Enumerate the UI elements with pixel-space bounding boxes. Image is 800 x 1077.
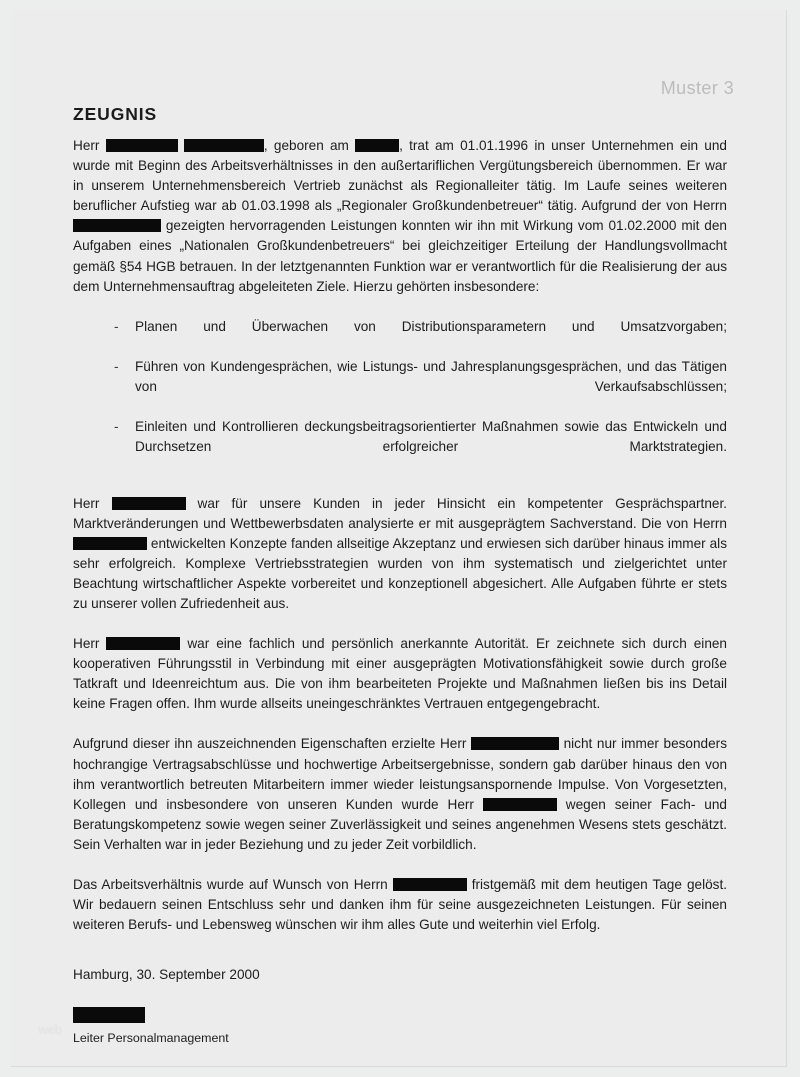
paragraph-leadership [73, 634, 727, 714]
paragraph-results [73, 734, 727, 855]
perf-text-2: war für unsere Kunden in jeder Hinsicht ein kompetenter Gesprächspartner. Marktveränderungen und Wettbewerbsdaten analysierte er mit ausgeprägtem Sachverstand. Die von Herrn [73, 495, 727, 531]
signatory-role: Leiter Personalmanagement [73, 1031, 229, 1046]
redacted-name-inline-3 [73, 537, 147, 550]
redacted-name-inline-1 [73, 219, 161, 232]
background-watermark: web [38, 1022, 62, 1037]
letter-body [73, 136, 727, 1046]
intro-text-4: , trat am 01.01.1996 in unser Unternehmen ein und wurde mit Beginn des Arbeitsverhältnisses in den außertariflichen Vergütungsbereich übernommen. Er war in unserem Unternehmensbereich Vertrieb zunächst als Regionalleiter tätig. Im Laufe seines weiteren beruflicher Aufstieg war ab 01.03.1998 als „Regionaler Großkundenbetreuer“ tätig. Aufgrund der von Herrn [73, 138, 727, 214]
redacted-name-inline-7 [393, 878, 467, 891]
duty-text: Führen von Kundengesprächen, wie Listungs- und Jahresplanungsgesprächen, und das Tätigen von Verkaufsabschlüssen; [135, 358, 727, 395]
redacted-name-inline-4 [106, 637, 180, 650]
results-text-1: Aufgrund dieser ihn auszeichnenden Eigenschaften erzielte Herr [73, 736, 471, 752]
redacted-first-name [106, 139, 178, 152]
paragraph-closing [73, 875, 727, 935]
list-item [73, 317, 727, 357]
bullet-dash-icon: - [114, 419, 119, 435]
place-and-date: Hamburg, 30. September 2000 [73, 967, 260, 983]
duty-text: Planen und Überwachen von Distributionsparametern und Umsatzvorgaben; [135, 318, 727, 334]
duty-text: Einleiten und Kontrollieren deckungsbeitragsorientierter Maßnahmen sowie das Entwickeln und Durchsetzen erfolgreicher Marktstrategien. [135, 419, 727, 455]
document-page [11, 10, 787, 1067]
perf-text-3: entwickelten Konzepte fanden allseitige Akzeptanz und erwiesen sich darüber hinaus immer als sehr erfolgreich. Komplexe Vertriebsstrategien wurden von ihm systematisch und zielgerichtet unter Beachtung wirtschaftlicher Aspekte vorbereitet und konzeptionell abgesichert. Alle Aufgaben führte er stets zu unserer vollen Zufriedenheit aus. [73, 535, 727, 611]
spacer [73, 951, 727, 965]
intro-text-5: gezeigten hervorragenden Leistungen konnten wir ihn mit Wirkung vom 01.02.2000 mit den Aufgaben eines „Nationalen Großkundenbetreuers“ bei gleichzeitiger Erteilung der Handlungsvollmacht gemäß §54 HGB betrauen. In der letztgenannten Funktion war er verantwortlich für die Realisierung der aus dem Unternehmensauftrag abgeleiteten Ziele. Hierzu gehörten insbesondere: [73, 218, 727, 294]
lead-text-1: Herr [73, 636, 107, 652]
paragraph-introduction [73, 136, 727, 297]
intro-text-3: , geboren am [263, 138, 356, 153]
list-item [73, 357, 727, 417]
redacted-last-name [184, 139, 264, 152]
intro-text-1: Herr [73, 138, 106, 153]
paragraph-performance [73, 494, 727, 615]
results-text-2: nicht nur immer besonders hochrangige Vertragsabschlüsse und hochwertige Arbeitsergebnisse, sondern gab darüber hinaus den von ihm verantwortlich betreuten Mitarbeitern immer wieder leistungsanspornende Impulse. Von Vorgesetzten, Kollegen und insbesondere von unseren Kunden wurde Herr [73, 736, 727, 812]
bullet-dash-icon: - [114, 358, 119, 374]
page-title: ZEUGNIS [73, 104, 158, 124]
list-item [73, 417, 727, 477]
lead-text-2: war eine fachlich und persönlich anerkannte Autorität. Er zeichnete sich durch einen kooperativen Führungsstil in Verbindung mit einer ausgeprägten Motivationsfähigkeit sowie durch große Tatkraft und Ideenreichtum aus. Die von ihm bearbeiteten Projekte und Maßnahmen ließen bis ins Detail keine Fragen offen. Ihm wurde allseits uneingeschränktes Vertrauen entgegengebracht. [73, 636, 727, 712]
redacted-signature [73, 1007, 145, 1023]
redacted-date-of-birth [355, 139, 399, 152]
redacted-name-inline-2 [112, 497, 186, 510]
duties-list [73, 317, 727, 478]
bullet-dash-icon: - [114, 318, 119, 334]
document-page-content [11, 10, 786, 1066]
results-text-3: wegen seiner Fach- und Beratungskompetenz sowie wegen seiner Zuverlässigkeit und seines angenehmen Wesens stets geschätzt. Sein Verhalten war in jeder Beziehung und zu jeder Zeit vorbildlich. [73, 796, 727, 852]
closing-text-1: Das Arbeitsverhältnis wurde auf Wunsch von Herrn [73, 877, 393, 892]
redacted-name-inline-5 [471, 737, 559, 750]
closing-text-2: fristgemäß mit dem heutigen Tage gelöst. Wir bedauern seinen Entschluss sehr und danken ihm für seine ausgezeichneten Leistungen. Für seinen weiteren Berufs- und Lebensweg wünschen wir ihm alles Gute und weiterhin viel Erfolg. [73, 877, 727, 933]
perf-text-1: Herr [73, 495, 112, 511]
redacted-name-inline-6 [483, 798, 557, 811]
muster-label: Muster 3 [660, 78, 734, 98]
signature-block [73, 1007, 727, 1046]
